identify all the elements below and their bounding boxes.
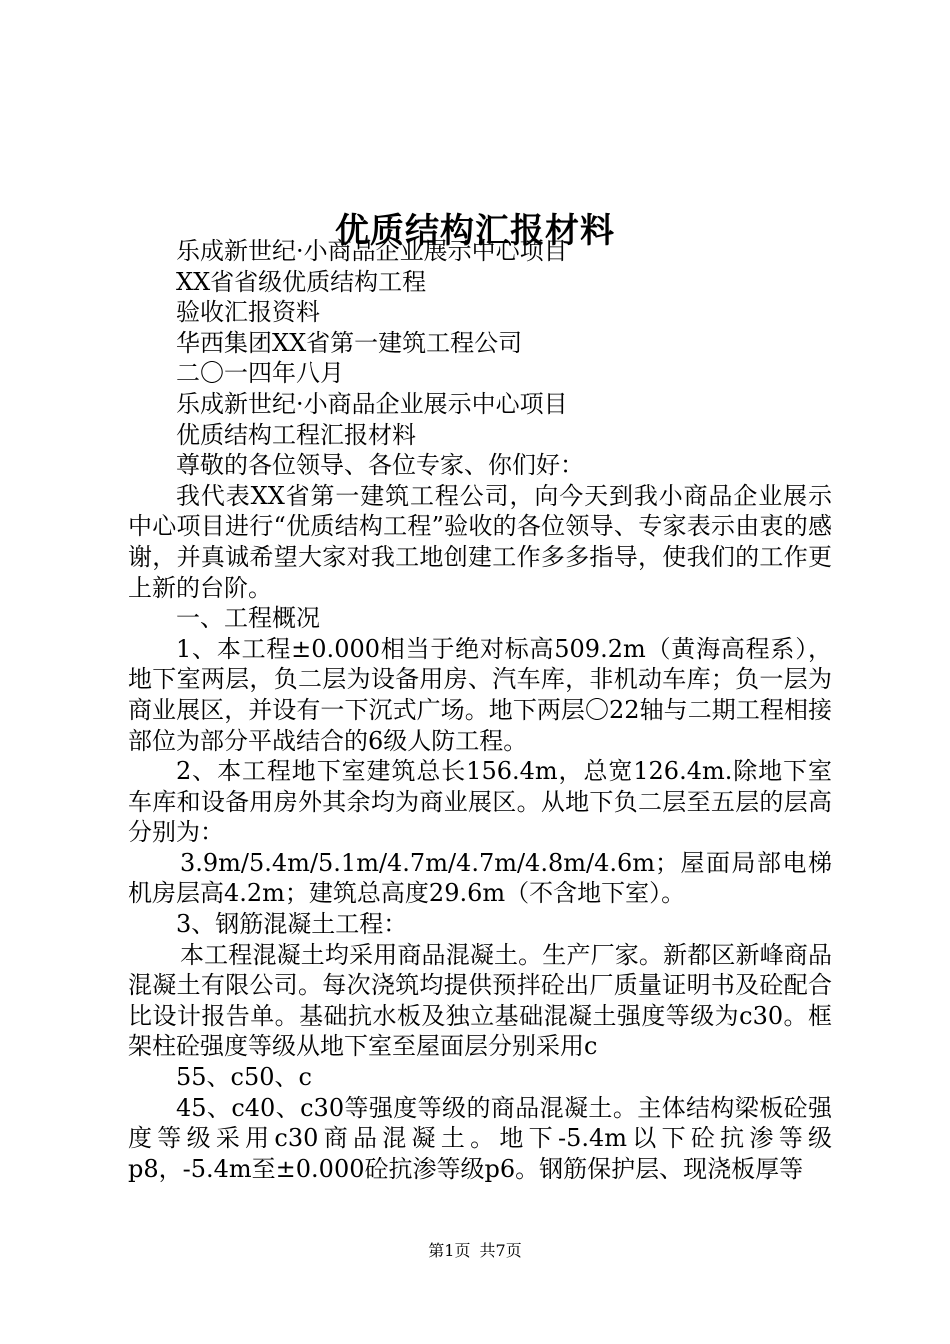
body-paragraph: 我代表XX省第一建筑工程公司，向今天到我小商品企业展示中心项目进行“优质结构工程”验收的各位领导、专家表示由衷的感谢，并真诚希望大家对我工地创建工作多多指导，使我们的工作更上新的台阶。 (128, 481, 832, 602)
cover-line: XX省省级优质结构工程 (176, 267, 427, 296)
body-paragraph: 55、c50、c (176, 1063, 312, 1092)
page-footer: 第1页 共7页 (428, 1241, 522, 1260)
cover-line: 华西集团XX省第一建筑工程公司 (176, 328, 523, 357)
document-title: 优质结构汇报材料 (335, 210, 615, 251)
body-paragraph: 1、本工程±0.000相当于绝对标高509.2m（黄海高程系），地下室两层，负二层为设备用房、汽车库，非机动车库；负一层为商业展区，并设有一下沉式广场。地下两层〇22轴与二期工程相接部位为部分平战结合的6级人防工程。 (128, 634, 832, 755)
body-paragraph: 2、本工程地下室建筑总长156.4m，总宽126.4m.除地下室车库和设备用房外其余均为商业展区。从地下负二层至五层的层高分别为： (128, 757, 832, 847)
greeting-line: 尊敬的各位领导、各位专家、你们好： (176, 451, 584, 480)
body-paragraph: 45、c40、c30等强度等级的商品混凝土。主体结构梁板砼强度等级采用c30商品混凝土。地下-5.4m以下砼抗渗等级p8，-5.4m至±0.000砼抗渗等级p6。钢筋保护层、现浇板厚等 (128, 1093, 832, 1183)
section-heading: 一、工程概况 (176, 604, 320, 633)
document-body (128, 236, 832, 1184)
body-paragraph: 3.9m/5.4m/5.1m/4.7m/4.7m/4.8m/4.6m；屋面局部电梯机房层高4.2m；建筑总高度29.6m（不含地下室）。 (128, 848, 832, 908)
body-paragraph: 本工程混凝土均采用商品混凝土。生产厂家。新都区新峰商品混凝土有限公司。每次浇筑均提供预拌砼出厂质量证明书及砼配合比设计报告单。基础抗水板及独立基础混凝土强度等级为c30。框架柱砼强度等级从地下室至屋面层分别采用c (128, 940, 832, 1061)
cover-line: 乐成新世纪·小商品企业展示中心项目 (176, 237, 568, 265)
section-heading: 3、钢筋混凝土工程： (176, 910, 408, 939)
cover-line: 验收汇报资料 (176, 298, 320, 327)
cover-line: 优质结构工程汇报材料 (176, 420, 416, 449)
cover-line: 乐成新世纪·小商品企业展示中心项目 (176, 389, 568, 418)
cover-line: 二〇一四年八月 (176, 359, 344, 388)
